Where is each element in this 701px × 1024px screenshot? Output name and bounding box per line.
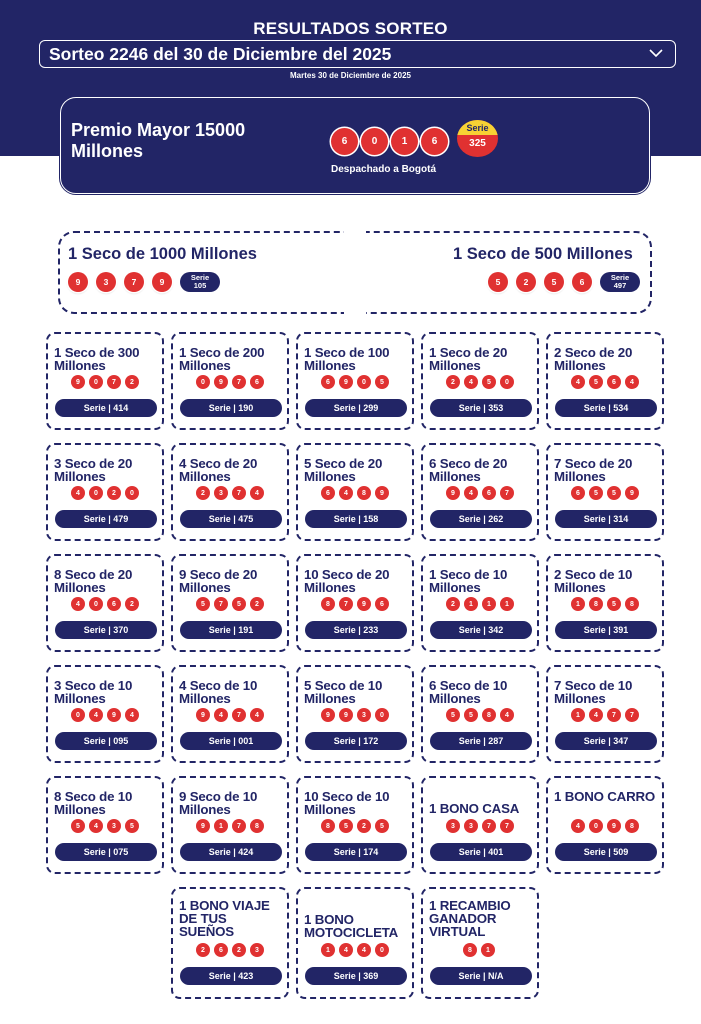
prize-numbers (548, 819, 662, 833)
number-ball: 5 (375, 375, 389, 389)
serie-badge: Serie | 534 (555, 399, 657, 417)
number-ball: 5 (446, 708, 460, 722)
number-ball: 0 (361, 128, 388, 155)
prize-title: 1 Seco de 20 Millones (429, 345, 508, 373)
prize-numbers (173, 708, 287, 722)
prize-numbers (173, 486, 287, 500)
prize-numbers (173, 819, 287, 833)
number-ball: 2 (446, 375, 460, 389)
prize-card (421, 665, 539, 763)
prize-numbers (48, 708, 162, 722)
number-ball: 0 (589, 819, 603, 833)
serie-badge: Serie | 475 (180, 510, 282, 528)
prize-card (171, 554, 289, 652)
premio-mayor-card (60, 97, 650, 194)
number-ball: 1 (571, 597, 585, 611)
prize-numbers (548, 708, 662, 722)
serie-badge: Serie | N/A (430, 967, 532, 985)
serie-badge (600, 272, 640, 292)
prize-title: 1 BONO CASA (429, 801, 520, 816)
number-ball: 6 (321, 375, 335, 389)
number-ball: 9 (339, 708, 353, 722)
number-ball: 8 (321, 819, 335, 833)
prize-card (296, 776, 414, 874)
prize-title: 3 Seco de 20 Millones (54, 456, 133, 484)
number-ball: 4 (214, 708, 228, 722)
number-ball: 1 (571, 708, 585, 722)
prize-numbers (423, 375, 537, 389)
serie-badge: Serie | 353 (430, 399, 532, 417)
number-ball: 4 (71, 486, 85, 500)
number-ball: 3 (357, 708, 371, 722)
number-ball: 6 (250, 375, 264, 389)
serie-badge: Serie | 424 (180, 843, 282, 861)
number-ball: 0 (196, 375, 210, 389)
prize-title: 1 Seco de 1000 Millones (68, 245, 257, 263)
prize-numbers (298, 597, 412, 611)
number-ball: 3 (464, 819, 478, 833)
prize-card (546, 554, 664, 652)
prize-title: 8 Seco de 20 Millones (54, 567, 133, 595)
number-ball: 0 (89, 486, 103, 500)
number-ball: 6 (607, 375, 621, 389)
number-ball: 5 (464, 708, 478, 722)
number-ball: 4 (464, 375, 478, 389)
prize-card (546, 443, 664, 541)
number-ball: 4 (589, 708, 603, 722)
number-ball: 9 (375, 486, 389, 500)
number-ball: 4 (125, 708, 139, 722)
prize-title: 1 Seco de 200 Millones (179, 345, 265, 373)
number-ball: 5 (607, 486, 621, 500)
number-ball: 7 (339, 597, 353, 611)
number-ball: 7 (124, 272, 144, 292)
prize-title: 9 Seco de 20 Millones (179, 567, 258, 595)
number-ball: 8 (250, 819, 264, 833)
number-ball: 1 (321, 943, 335, 957)
number-ball: 7 (607, 708, 621, 722)
prize-numbers (48, 597, 162, 611)
prize-numbers (298, 943, 412, 957)
number-ball: 7 (500, 486, 514, 500)
number-ball: 1 (481, 943, 495, 957)
prize-card (296, 332, 414, 430)
number-ball: 4 (250, 708, 264, 722)
number-ball: 0 (125, 486, 139, 500)
number-ball: 3 (96, 272, 116, 292)
prize-title: 5 Seco de 10 Millones (304, 678, 383, 706)
prize-title: 1 Seco de 300 Millones (54, 345, 140, 373)
prize-card (546, 665, 664, 763)
number-ball: 5 (232, 597, 246, 611)
prize-card (296, 554, 414, 652)
number-ball: 2 (250, 597, 264, 611)
prize-title: 1 Seco de 500 Millones (453, 245, 633, 263)
prize-title: 10 Seco de 10 Millones (304, 789, 390, 817)
number-ball: 2 (232, 943, 246, 957)
number-ball: 7 (232, 708, 246, 722)
number-ball: 2 (196, 486, 210, 500)
prize-numbers (421, 943, 537, 957)
number-ball: 6 (482, 486, 496, 500)
number-ball: 4 (339, 943, 353, 957)
prize-card (421, 554, 539, 652)
number-ball: 4 (339, 486, 353, 500)
premio-mayor-title: Premio Mayor 15000 Millones (71, 120, 246, 161)
number-ball: 4 (357, 943, 371, 957)
serie-badge: Serie | 233 (305, 621, 407, 639)
prize-card (171, 665, 289, 763)
prize-numbers (423, 597, 537, 611)
prize-numbers (173, 943, 287, 957)
number-ball: 5 (125, 819, 139, 833)
number-ball: 0 (89, 597, 103, 611)
number-ball: 6 (571, 486, 585, 500)
prize-numbers (548, 597, 662, 611)
serie-badge: Serie | 369 (305, 967, 407, 985)
prize-title: 7 Seco de 20 Millones (554, 456, 633, 484)
number-ball: 9 (625, 486, 639, 500)
prize-card (171, 776, 289, 874)
number-ball: 0 (357, 375, 371, 389)
prize-title: 5 Seco de 20 Millones (304, 456, 383, 484)
prize-title: 1 Seco de 100 Millones (304, 345, 390, 373)
number-ball: 3 (214, 486, 228, 500)
number-ball: 5 (607, 597, 621, 611)
number-ball: 1 (214, 819, 228, 833)
prize-title: 2 Seco de 20 Millones (554, 345, 633, 373)
number-ball: 5 (544, 272, 564, 292)
number-ball: 7 (232, 375, 246, 389)
number-ball: 2 (125, 597, 139, 611)
number-ball: 2 (446, 597, 460, 611)
prize-title: 3 Seco de 10 Millones (54, 678, 133, 706)
number-ball: 4 (71, 597, 85, 611)
number-ball: 0 (500, 375, 514, 389)
prize-title: 1 BONO CARRO (554, 789, 656, 804)
prize-title: 10 Seco de 20 Millones (304, 567, 390, 595)
prize-title: 1 Seco de 10 Millones (429, 567, 508, 595)
serie-badge: Serie | 299 (305, 399, 407, 417)
number-ball: 4 (250, 486, 264, 500)
number-ball: 4 (625, 375, 639, 389)
serie-badge: Serie | 075 (55, 843, 157, 861)
prize-title: 1 RECAMBIO GANADOR VIRTUAL (429, 898, 511, 939)
number-ball: 6 (331, 128, 358, 155)
prize-numbers (548, 375, 662, 389)
number-ball: 6 (421, 128, 448, 155)
serie-number: 325 (469, 138, 486, 149)
number-ball: 2 (107, 486, 121, 500)
number-ball: 6 (107, 597, 121, 611)
serie-badge: Serie | 172 (305, 732, 407, 750)
prize-title: 1 BONO VIAJE DE TUS SUEÑOS (179, 898, 270, 939)
serie-badge: Serie | 401 (430, 843, 532, 861)
prize-numbers (173, 375, 287, 389)
number-ball: 9 (357, 597, 371, 611)
serie-badge: Serie | 347 (555, 732, 657, 750)
number-ball: 3 (446, 819, 460, 833)
prize-card (546, 332, 664, 430)
number-ball: 2 (125, 375, 139, 389)
prize-card (296, 443, 414, 541)
number-ball: 1 (391, 128, 418, 155)
number-ball: 3 (107, 819, 121, 833)
prize-card (171, 443, 289, 541)
number-ball: 2 (196, 943, 210, 957)
serie-badge: Serie | 287 (430, 732, 532, 750)
big-prize-right (453, 245, 640, 292)
serie-number: 105 (193, 281, 207, 290)
serie-badge: Serie | 423 (180, 967, 282, 985)
prize-card (546, 776, 664, 874)
prize-numbers (48, 819, 162, 833)
premio-mayor-serie-ball (457, 120, 498, 157)
prize-title: 1 BONO MOTOCICLETA (304, 912, 399, 940)
number-ball: 5 (488, 272, 508, 292)
prize-numbers (298, 708, 412, 722)
serie-badge: Serie | 190 (180, 399, 282, 417)
prize-card (421, 443, 539, 541)
serie-number: 497 (613, 281, 627, 290)
prize-numbers (423, 486, 537, 500)
number-ball: 7 (500, 819, 514, 833)
number-ball: 4 (571, 375, 585, 389)
prize-card (171, 332, 289, 430)
number-ball: 8 (482, 708, 496, 722)
number-ball: 6 (214, 943, 228, 957)
premio-mayor-numbers (331, 128, 451, 155)
big-prizes-divider-gap (344, 226, 366, 318)
number-ball: 7 (625, 708, 639, 722)
number-ball: 0 (89, 375, 103, 389)
draw-date: Martes 30 de Diciembre de 2025 (290, 71, 411, 80)
number-ball: 7 (214, 597, 228, 611)
prize-title: 4 Seco de 20 Millones (179, 456, 258, 484)
prize-card (421, 332, 539, 430)
serie-badge: Serie | 509 (555, 843, 657, 861)
big-prize-left (68, 245, 257, 292)
draw-select-value: Sorteo 2246 del 30 de Diciembre del 2025 (49, 43, 392, 64)
prize-title: 9 Seco de 10 Millones (179, 789, 258, 817)
number-ball: 8 (357, 486, 371, 500)
serie-badge: Serie | 479 (55, 510, 157, 528)
number-ball: 8 (321, 597, 335, 611)
prize-title: 6 Seco de 20 Millones (429, 456, 508, 484)
dispatched-location: Despachado a Bogotá (331, 164, 437, 175)
number-ball: 8 (589, 597, 603, 611)
number-ball: 4 (500, 708, 514, 722)
number-ball: 9 (446, 486, 460, 500)
serie-label: Serie (457, 120, 498, 135)
number-ball: 5 (339, 819, 353, 833)
serie-badge: Serie | 262 (430, 510, 532, 528)
serie-badge: Serie | 391 (555, 621, 657, 639)
prize-numbers (423, 708, 537, 722)
number-ball: 2 (516, 272, 536, 292)
serie-badge (180, 272, 220, 292)
prize-numbers (298, 486, 412, 500)
prize-numbers (298, 375, 412, 389)
prize-title: 7 Seco de 10 Millones (554, 678, 633, 706)
number-ball: 6 (375, 597, 389, 611)
serie-badge: Serie | 342 (430, 621, 532, 639)
prize-numbers (48, 375, 162, 389)
number-ball: 3 (250, 943, 264, 957)
prize-card (46, 332, 164, 430)
number-ball: 5 (589, 486, 603, 500)
draw-select[interactable] (39, 40, 676, 68)
number-ball: 9 (214, 375, 228, 389)
prize-numbers (423, 819, 537, 833)
number-ball: 9 (152, 272, 172, 292)
number-ball: 4 (89, 819, 103, 833)
serie-label: Serie (190, 273, 210, 282)
serie-badge: Serie | 314 (555, 510, 657, 528)
number-ball: 9 (321, 708, 335, 722)
number-ball: 8 (463, 943, 477, 957)
serie-badge: Serie | 095 (55, 732, 157, 750)
number-ball: 9 (339, 375, 353, 389)
number-ball: 4 (571, 819, 585, 833)
number-ball: 7 (107, 375, 121, 389)
serie-label: Serie (610, 273, 630, 282)
prize-card (296, 665, 414, 763)
prize-card (421, 887, 539, 999)
number-ball: 4 (464, 486, 478, 500)
serie-badge: Serie | 158 (305, 510, 407, 528)
serie-badge: Serie | 414 (55, 399, 157, 417)
prize-title: 6 Seco de 10 Millones (429, 678, 508, 706)
number-ball: 5 (375, 819, 389, 833)
number-ball: 8 (625, 597, 639, 611)
number-ball: 5 (589, 375, 603, 389)
prize-card (296, 887, 414, 999)
number-ball: 5 (196, 597, 210, 611)
number-ball: 9 (607, 819, 621, 833)
number-ball: 4 (89, 708, 103, 722)
prize-card (46, 776, 164, 874)
prize-numbers (48, 486, 162, 500)
prize-numbers (298, 819, 412, 833)
number-ball: 0 (375, 943, 389, 957)
number-ball: 9 (196, 708, 210, 722)
number-ball: 9 (196, 819, 210, 833)
number-ball: 0 (375, 708, 389, 722)
number-ball: 7 (232, 819, 246, 833)
number-ball: 0 (71, 708, 85, 722)
prize-card (46, 443, 164, 541)
number-ball: 6 (321, 486, 335, 500)
serie-badge: Serie | 174 (305, 843, 407, 861)
serie-badge: Serie | 191 (180, 621, 282, 639)
serie-badge: Serie | 001 (180, 732, 282, 750)
number-ball: 7 (232, 486, 246, 500)
number-ball: 1 (464, 597, 478, 611)
number-ball: 6 (572, 272, 592, 292)
number-ball: 5 (482, 375, 496, 389)
number-ball: 5 (71, 819, 85, 833)
number-ball: 9 (71, 375, 85, 389)
prize-numbers (548, 486, 662, 500)
serie-badge: Serie | 370 (55, 621, 157, 639)
prize-numbers (173, 597, 287, 611)
number-ball: 9 (107, 708, 121, 722)
prize-card (46, 554, 164, 652)
number-ball: 9 (68, 272, 88, 292)
prize-title: 8 Seco de 10 Millones (54, 789, 133, 817)
number-ball: 2 (357, 819, 371, 833)
prize-title: 4 Seco de 10 Millones (179, 678, 258, 706)
number-ball: 1 (482, 597, 496, 611)
page-title: RESULTADOS SORTEO (253, 19, 448, 38)
chevron-down-icon (647, 44, 665, 62)
prize-title: 2 Seco de 10 Millones (554, 567, 633, 595)
number-ball: 7 (482, 819, 496, 833)
prize-card (171, 887, 289, 999)
prize-card (46, 665, 164, 763)
prize-card (421, 776, 539, 874)
number-ball: 1 (500, 597, 514, 611)
number-ball: 8 (625, 819, 639, 833)
